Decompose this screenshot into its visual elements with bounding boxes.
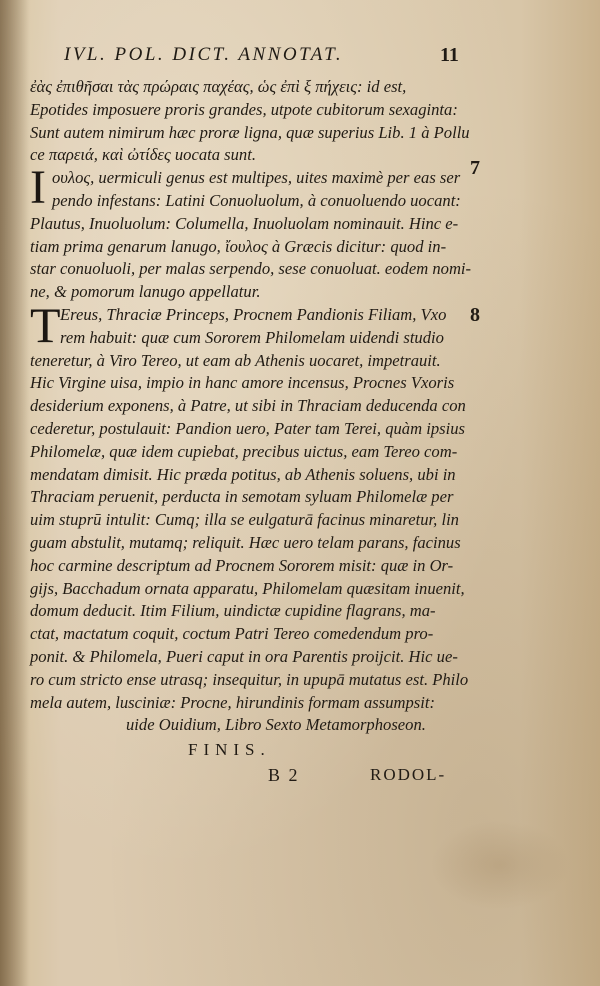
margin-note-7: 7 <box>470 157 480 180</box>
text-line: ουλος, uermiculi genus est multipes, uites maximè per eas ser <box>52 168 461 188</box>
margin-note-8: 8 <box>470 303 480 326</box>
text-line: desiderium exponens, à Patre, ut sibi in Thraciam deducenda con <box>30 396 466 416</box>
text-line: ctat, mactatum coquit, coctum Patri Tereo comedendum pro- <box>30 624 434 644</box>
text-line: ro cum stricto ense utrasq; insequitur, in upupā mutatus est. Philo <box>30 669 469 689</box>
running-title: IVL. POL. DICT. ANNOTAT. <box>64 44 344 65</box>
text-line: rem habuit: quæ cum Sororem Philomelam uidendi studio <box>60 327 444 347</box>
paragraph-iulos <box>30 157 480 304</box>
text-line: mela autem, lusciniæ: Procne, hirundinis formam assumpsit: <box>30 692 435 712</box>
drop-cap-i: I <box>30 161 46 215</box>
text-line: uide Ouidium, Libro Sexto Metamorphoseon. <box>126 715 426 735</box>
text-line: guam abstulit, mutamq; reliquit. Hæc uero telam parans, facinus <box>30 532 461 552</box>
text-line: Philomelæ, quæ idem cupiebat, precibus uictus, eam Tereo com- <box>30 441 458 461</box>
text-line: Ereus, Thraciæ Princeps, Procnem Pandionis Filiam, Vxo <box>60 304 447 324</box>
text-line: uim stuprū intulit: Cumq; illa se eulgaturā facinus minaretur, lin <box>30 510 459 530</box>
text-line: ce παρειά, καὶ ὠτίδες uocata sunt. <box>30 145 256 165</box>
text-line: cederetur, postulauit: Pandion uero, Pater tam Terei, quàm ipsius <box>30 418 465 438</box>
catchword: RODOL- <box>370 765 447 784</box>
paper-stain <box>430 820 570 910</box>
gutter-shadow <box>0 0 30 986</box>
text-line: teneretur, à Viro Tereo, ut eam ab Athenis uocaret, impetrauit. <box>30 350 441 370</box>
signature-mark: B 2 <box>268 765 300 785</box>
text-line: ponit. & Philomela, Pueri caput in ora Parentis proijcit. Hic ue- <box>30 646 458 666</box>
text-line: Thraciam peruenit, perducta in semotam syluam Philomelæ per <box>30 487 454 507</box>
text-line: tiam prima genarum lanugo, ἴουλος à Græcis dicitur: quod in- <box>30 236 447 256</box>
paragraph-tereus <box>30 296 480 737</box>
text-line: Sunt autem nimirum hæc proræ ligna, quæ superius Lib. 1 à Pollu <box>30 122 470 142</box>
text-line: hoc carmine descriptum ad Procnem Sororem misit: quæ in Or- <box>30 555 454 575</box>
text-line: gijs, Bacchadum ornata apparatu, Philomelam quæsitam inuenit, <box>30 578 465 598</box>
text-line: domum deducit. Itim Filium, uindictæ cupidine flagrans, ma- <box>30 601 436 621</box>
text-line: Hic Virgine uisa, impio in hanc amore incensus, Procnes Vxoris <box>30 373 455 393</box>
finis-mark: FINIS. <box>188 740 271 759</box>
text-line: pendo infestans: Latini Conuoluolum, à conuoluendo uocant: <box>52 190 461 210</box>
drop-cap-t: T <box>30 296 61 353</box>
text-line: ne, & pomorum lanugo appellatur. <box>30 282 261 302</box>
text-line: Plautus, Inuoluolum: Columella, Inuoluolam nominauit. Hinc e- <box>30 213 459 233</box>
text-line: star conuoluoli, per malas serpendo, sese conuoluat. eodem nomi- <box>30 259 472 279</box>
text-line: Epotides imposuere proris grandes, utpote cubitorum sexaginta: <box>30 99 458 119</box>
body-text <box>30 76 480 737</box>
text-line: ἐὰς ἐπιθῆσαι τὰς πρώραις παχέας, ὡς ἐπὶ ξ πήχεις: id est, <box>30 77 407 96</box>
text-line: mendatam dimisit. Hic præda potitus, ab Athenis soluens, ubi in <box>30 464 456 484</box>
page-number: 11 <box>440 44 459 66</box>
